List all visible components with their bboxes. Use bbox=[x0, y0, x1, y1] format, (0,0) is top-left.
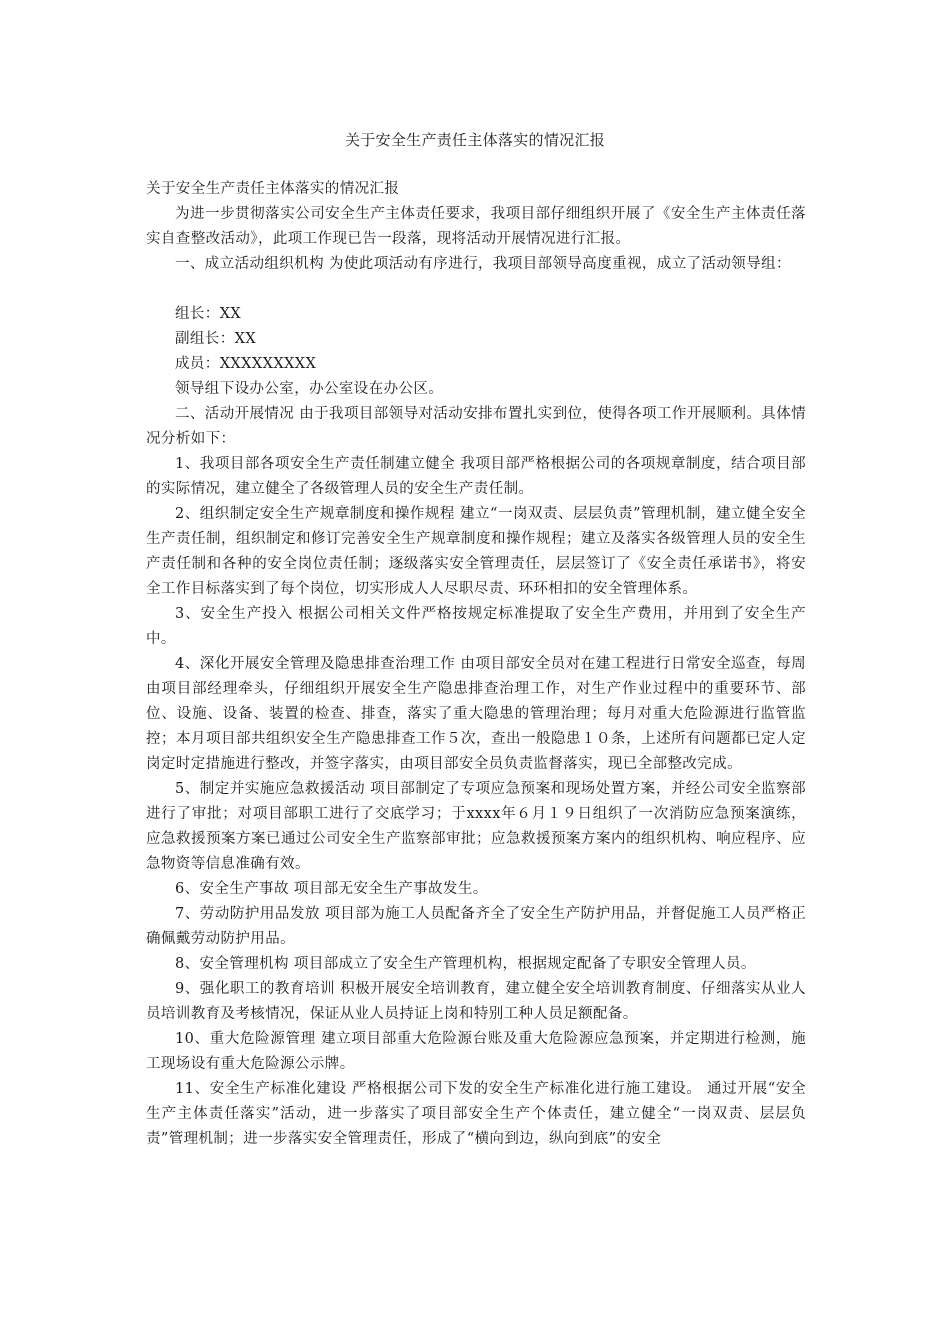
item-10: 10、重大危险源管理 建立项目部重大危险源台账及重大危险源应急预案，并定期进行检测，施工现场设有重大危险源公示牌。 bbox=[146, 1031, 806, 1072]
leader-line: 组长：XX bbox=[175, 306, 242, 322]
intro-paragraph: 为进一步贯彻落实公司安全生产主体责任要求，我项目部仔细组织开展了《安全生产主体责任落实自查整改活动》，此项工作现已告一段落，现将活动开展情况进行汇报。 bbox=[146, 206, 806, 247]
item-9: 9、强化职工的教育培训 积极开展安全培训教育，建立健全安全培训教育制度、仔细落实从业人员培训教育及考核情况，保证从业人员持证上岗和特别工种人员足额配备。 bbox=[146, 981, 806, 1022]
section-2-heading: 二、活动开展情况 由于我项目部领导对活动安排布置扎实到位，使得各项工作开展顺利。具体情况分析如下： bbox=[146, 406, 806, 447]
deputy-leader-line: 副组长：XX bbox=[175, 331, 257, 347]
office-line: 领导组下设办公室，办公室设在办公区。 bbox=[175, 381, 444, 397]
document-subtitle: 关于安全生产责任主体落实的情况汇报 bbox=[146, 181, 400, 197]
document-title: 关于安全生产责任主体落实的情况汇报 bbox=[344, 131, 606, 149]
item-8: 8、安全管理机构 项目部成立了安全生产管理机构，根据规定配备了专职安全管理人员。 bbox=[175, 956, 756, 972]
item-7: 7、劳动防护用品发放 项目部为施工人员配备齐全了安全生产防护用品，并督促施工人员严格正确佩戴劳动防护用品。 bbox=[146, 906, 806, 947]
item-6: 6、安全生产事故 项目部无安全生产事故发生。 bbox=[175, 881, 488, 897]
item-3: 3、安全生产投入 根据公司相关文件严格按规定标准提取了安全生产费用，并用到了安全生产中。 bbox=[146, 606, 806, 647]
item-5: 5、制定并实施应急救援活动 项目部制定了专项应急预案和现场处置方案，并经公司安全监察部进行了审批；对项目部职工进行了交底学习；于xxxx年６月１９日组织了一次消防应急预案演练，应急救援预案方案已通过公司安全生产监察部审批；应急救援预案方案内的组织机构、响应程序、应急物资等信息准确有效。 bbox=[146, 781, 806, 872]
item-11: 11、安全生产标准化建设 严格根据公司下发的安全生产标准化进行施工建设。 通过开展“安全生产主体责任落实”活动，进一步落实了项目部安全生产个体责任，建立健全“一岗双责、层层负责”管理机制；进一步落实安全管理责任，形成了“横向到边，纵向到底”的安全 bbox=[146, 1081, 806, 1147]
section-1-heading: 一、成立活动组织机构 为使此项活动有序进行，我项目部领导高度重视，成立了活动领导组： bbox=[175, 256, 791, 272]
item-1: 1、我项目部各项安全生产责任制建立健全 我项目部严格根据公司的各项规章制度，结合项目部的实际情况，建立健全了各级管理人员的安全生产责任制。 bbox=[146, 456, 806, 497]
document-body bbox=[146, 177, 806, 1152]
item-2: 2、组织制定安全生产规章制度和操作规程 建立“一岗双责、层层负责”管理机制，建立健全安全生产责任制，组织制定和修订完善安全生产规章制度和操作规程；建立及落实各级管理人员的安全生产责任制和各种的安全岗位责任制；逐级落实安全管理责任，层层签订了《安全责任承诺书》，将安全工作目标落实到了每个岗位，切实形成人人尽职尽责、环环相扣的安全管理体系。 bbox=[146, 506, 806, 597]
item-4: 4、深化开展安全管理及隐患排查治理工作 由项目部安全员对在建工程进行日常安全巡查，每周由项目部经理牵头，仔细组织开展安全生产隐患排查治理工作，对生产作业过程中的重要环节、部位、设施、设备、装置的检查、排查，落实了重大隐患的管理治理；每月对重大危险源进行监管监控；本月项目部共组织安全生产隐患排查工作５次，查出一般隐患１０条，上述所有问题都已定人定岗定时定措施进行整改，并签字落实，由项目部安全员负责监督落实，现已全部整改完成。 bbox=[146, 656, 806, 772]
blank-line bbox=[146, 277, 806, 302]
members-line: 成员：XXXXXXXXX bbox=[175, 356, 317, 372]
